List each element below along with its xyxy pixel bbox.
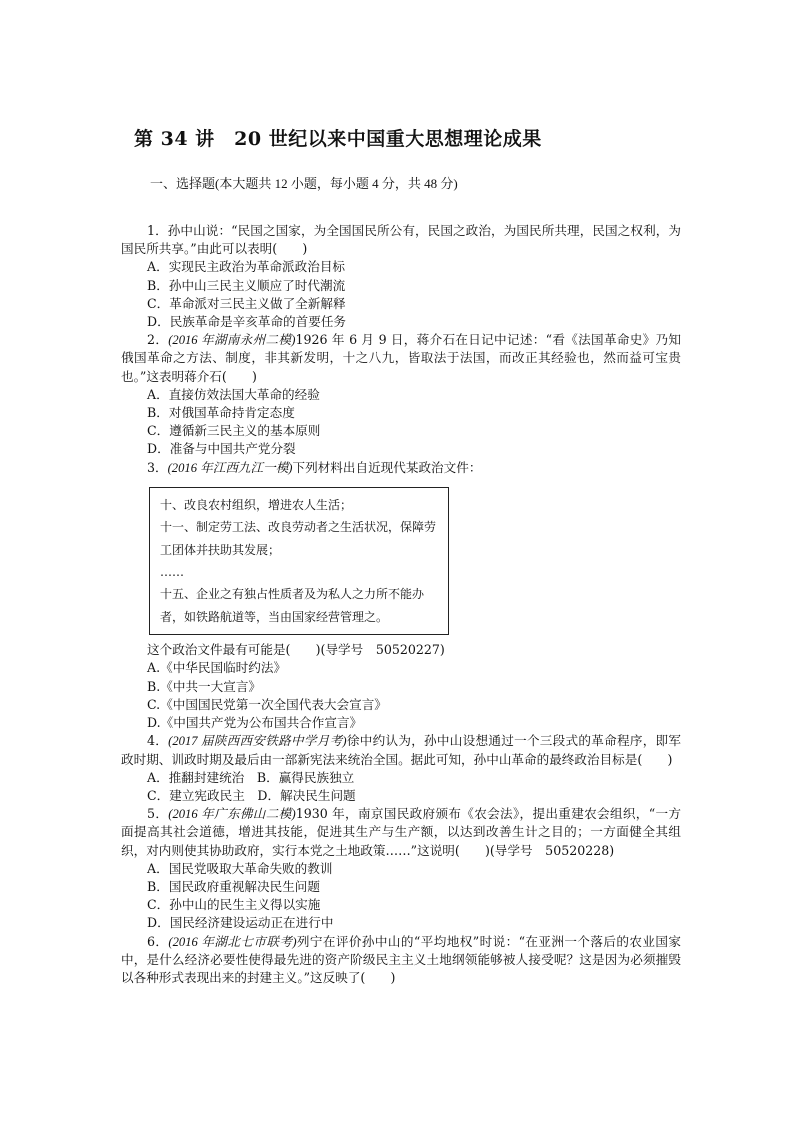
- question-list: [121, 222, 681, 987]
- question-text: 1930 年，南京国民政府颁布《农会法》，提出重建农会组织，“一方面提高其社会道德，增进其技能，促进其生产与生产额，以达到改善生计之目的；一方面健全其组织，对内则使其协助政府，实行本党之土地政策……”这说明( )(导学号 50520228): [121, 806, 681, 858]
- question-1: [121, 222, 681, 331]
- question-stem: [121, 805, 681, 860]
- option-a: A．推翻封建统治: [147, 769, 245, 785]
- question-3: [121, 459, 681, 733]
- material-line: 十五、企业之有独占性质者及为私人之力所不能办者，如铁路航道等，当由国家经营管理之。: [160, 587, 425, 624]
- question-4: [121, 732, 681, 805]
- question-number: 2．: [147, 332, 169, 348]
- question-source: (2016 年湖北七市联考): [168, 934, 297, 949]
- question-source: (2016 年湖南永州二模): [168, 333, 296, 348]
- question-text: 徐中约认为，孙中山设想通过一个三段式的革命程序，即军政时期、训政时期及最后由一部新宪法来统治全国。据此可知，孙中山革命的最终政治目标是( ): [121, 733, 682, 767]
- question-source: (2016 年江西九江一模): [167, 460, 293, 475]
- material-line: 十、改良农村组织，增进农人生活；: [160, 497, 353, 512]
- option-c: C．遵循新三民主义的基本原则: [147, 423, 321, 439]
- question-text: 列宁在评价孙中山的“平均地权”时说：“在亚洲一个落后的农业国家中，是什么经济必要性使得最先进的资产阶级民主主义土地纲领能够被人接受呢？这是因为必须摧毁以各种形式表现出来的封建主义。”这反映了( ): [121, 933, 681, 985]
- option-a: A．直接仿效法国大革命的经验: [147, 386, 320, 402]
- option-b: B．对俄国革命持肯定态度: [147, 405, 295, 421]
- option-c: C．孙中山的民生主义得以实施: [147, 897, 321, 913]
- question-2: [121, 331, 681, 458]
- option-c: C.《中国国民党第一次全国代表大会宣言》: [147, 696, 387, 712]
- option-b: B．赢得民族独立: [256, 769, 355, 785]
- question-stem: [121, 331, 681, 386]
- question-text: 下列材料出自近现代某政治文件：: [292, 459, 482, 475]
- option-d: D．国民经济建设运动正在进行中: [147, 915, 334, 931]
- option-b: B.《中共一大宣言》: [147, 678, 262, 694]
- question-number: 5．: [147, 806, 169, 822]
- question-stem: [121, 459, 681, 477]
- option-d: D．民族革命是辛亥革命的首要任务: [147, 314, 347, 330]
- question-5: [121, 805, 681, 932]
- material-line: 十一、制定劳工法、改良劳动者之生活状况，保障劳工团体并扶助其发展；: [160, 520, 437, 557]
- question-source: (2017 届陕西西安铁路中学月考): [168, 734, 347, 749]
- question-number: 6．: [147, 933, 169, 949]
- option-b: B．孙中山三民主义顺应了时代潮流: [147, 277, 346, 293]
- question-number: 3．: [147, 459, 168, 475]
- option-c: C．建立宪政民主: [147, 787, 245, 803]
- section-heading: 一、选择题(本大题共 12 小题，每小题 4 分，共 48 分): [150, 176, 458, 191]
- option-b: B．国民政府重视解决民生问题: [147, 878, 320, 894]
- question-stem: [121, 732, 681, 768]
- options-row-2: [121, 787, 681, 805]
- question-number: 4．: [147, 733, 169, 749]
- option-d: D．解决民生问题: [257, 787, 356, 803]
- question-prompt: 这个政治文件最有可能是( )(导学号 50520227): [147, 642, 445, 658]
- option-d: D．准备与中国共产党分裂: [147, 441, 296, 457]
- question-stem: 1．孙中山说：“民国之国家，为全国国民所公有，民国之政治，为国民所共理，民国之权利，为国民所共享。”由此可以表明( ): [121, 223, 681, 257]
- question-source: (2016 年广东佛山二模): [168, 807, 296, 822]
- material-line: ……: [160, 565, 184, 580]
- question-text: 1926 年 6 月 9 日，蒋介石在日记中记述：“看《法国革命史》乃知俄国革命之方法、制度，非其新发明，十之八九，皆取法于法国，而改正其经验也，然而益可宝贵也。”这表明蒋介石( ): [121, 332, 682, 384]
- question-6: [121, 933, 681, 988]
- option-a: A.《中华民国临时约法》: [147, 660, 287, 676]
- option-a: A．国民党吸取大革命失败的教训: [147, 860, 333, 876]
- page-title: 第 34 讲 20 世纪以来中国重大思想理论成果: [134, 128, 542, 150]
- options-row-1: [121, 769, 681, 787]
- question-stem: [121, 933, 681, 988]
- option-d: D.《中国共产党为公布国共合作宣言》: [147, 715, 363, 731]
- material-box: [149, 487, 449, 635]
- option-c: C．革命派对三民主义做了全新解释: [147, 295, 346, 311]
- option-a: A．实现民主政治为革命派政治目标: [147, 259, 346, 275]
